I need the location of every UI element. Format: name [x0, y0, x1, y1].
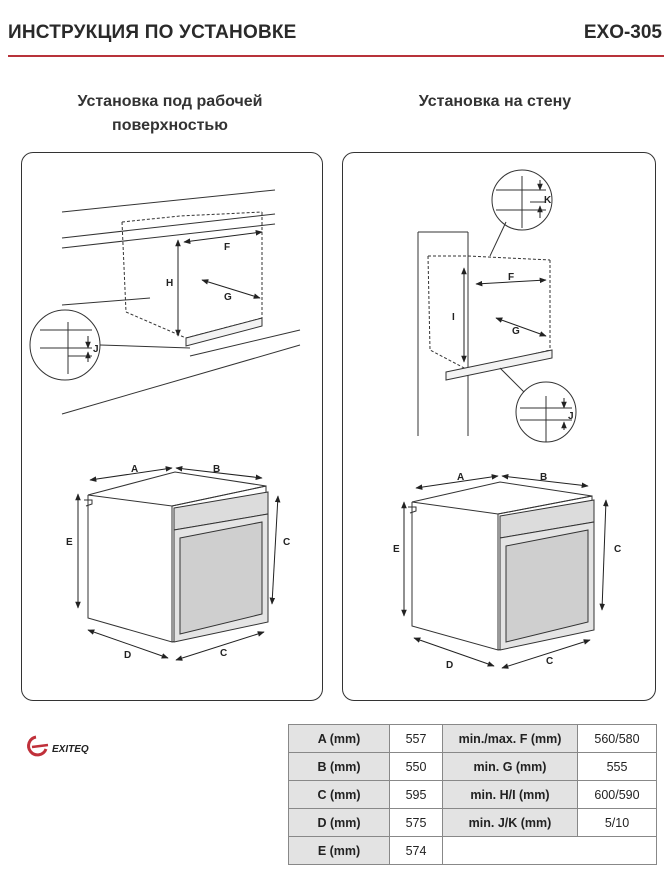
spec-key: min./max. F (mm): [443, 725, 578, 753]
label-c-right-right: C: [614, 544, 622, 555]
label-g-wall: G: [512, 326, 520, 337]
label-j-wall: J: [568, 411, 574, 422]
spec-value: 574: [390, 837, 443, 865]
caption-under-counter-line-2: поверхностью: [112, 117, 228, 134]
spec-key: C (mm): [289, 781, 390, 809]
spec-key: A (mm): [289, 725, 390, 753]
logo-text: EXITEQ: [52, 744, 89, 755]
spec-value: 600/590: [578, 781, 657, 809]
caption-wall: Установка на стену: [418, 93, 572, 110]
label-e-right: E: [393, 544, 400, 555]
spec-value: 5/10: [578, 809, 657, 837]
table-row: [289, 809, 657, 837]
caption-under-counter-line-1: Установка под рабочей: [77, 93, 263, 110]
spec-value: 555: [578, 753, 657, 781]
spec-empty-cell: [443, 837, 657, 865]
label-i: I: [452, 312, 455, 323]
label-b-left: B: [213, 464, 221, 475]
spec-value: 557: [390, 725, 443, 753]
table-row: [289, 837, 657, 865]
spec-key: D (mm): [289, 809, 390, 837]
spec-key: min. J/K (mm): [443, 809, 578, 837]
label-j: J: [93, 344, 99, 355]
label-f-wall: F: [508, 272, 515, 283]
table-row: [289, 753, 657, 781]
label-a-left: A: [131, 464, 139, 475]
label-k: K: [544, 195, 552, 206]
spec-key: E (mm): [289, 837, 390, 865]
label-c-bottom-left: C: [220, 648, 228, 659]
label-e-left: E: [66, 537, 73, 548]
logo-swirl-icon: [29, 737, 48, 755]
spec-value: 575: [390, 809, 443, 837]
label-d-left: D: [124, 650, 132, 661]
label-g: G: [224, 292, 232, 303]
page-title: ИНСТРУКЦИЯ ПО УСТАНОВКЕ: [8, 22, 297, 43]
label-a-right: A: [457, 472, 465, 483]
label-f: F: [224, 242, 231, 253]
spec-value: 595: [390, 781, 443, 809]
label-c-right-left: C: [283, 537, 291, 548]
label-h: H: [166, 278, 174, 289]
table-row: [289, 725, 657, 753]
spec-table: [288, 724, 657, 865]
spec-value: 550: [390, 753, 443, 781]
exiteq-logo: [22, 729, 162, 763]
spec-key: min. H/I (mm): [443, 781, 578, 809]
spec-key: B (mm): [289, 753, 390, 781]
label-b-right: B: [540, 472, 548, 483]
table-row: [289, 781, 657, 809]
model-number: EXO-305: [583, 22, 662, 43]
spec-value: 560/580: [578, 725, 657, 753]
label-c-bottom-right: C: [546, 656, 554, 667]
spec-key: min. G (mm): [443, 753, 578, 781]
label-d-right: D: [446, 660, 454, 671]
